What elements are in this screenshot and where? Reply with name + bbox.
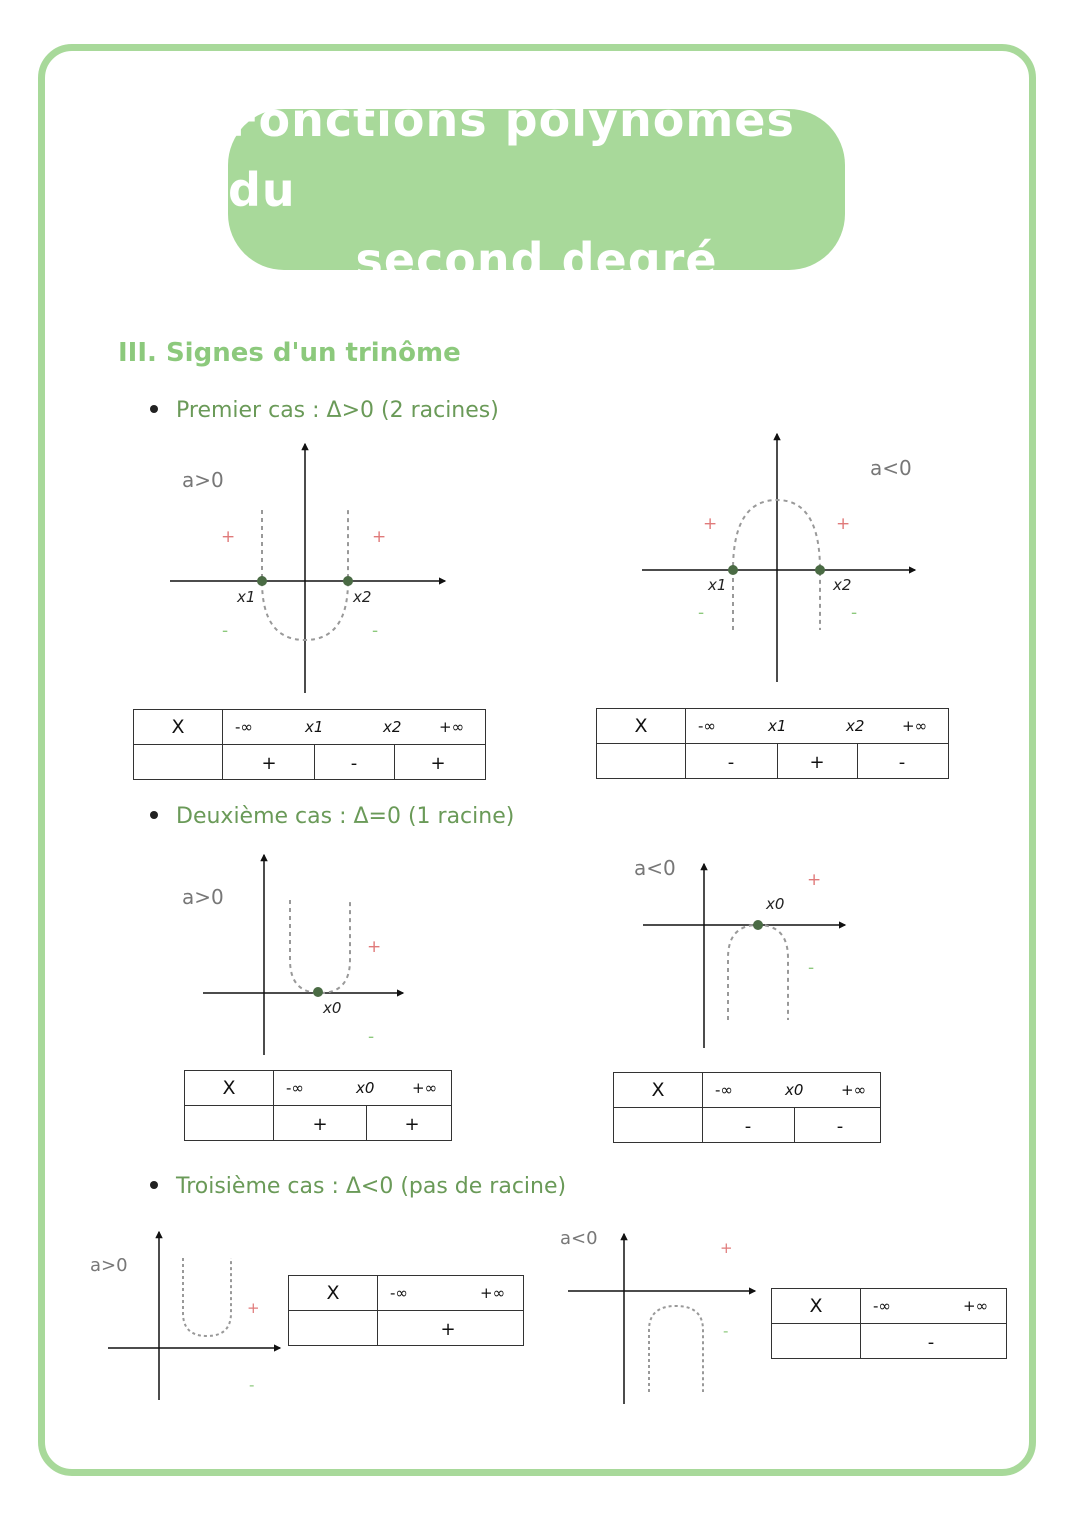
sign-cell: +	[312, 1114, 328, 1135]
case3-bullet	[150, 1174, 566, 1199]
case1-right-sign-table	[596, 708, 949, 779]
x-header: X	[614, 1073, 703, 1108]
bullet-icon	[150, 811, 158, 819]
sign-cell: -	[727, 752, 735, 773]
table-sign-row	[703, 1108, 881, 1143]
root-x0: x0	[356, 1079, 375, 1097]
sign-cell: -	[744, 1116, 752, 1137]
case3-left-graph	[105, 1228, 285, 1406]
root-point	[815, 565, 825, 575]
minus-sign: -	[368, 1027, 375, 1047]
table-header-row	[861, 1289, 1007, 1324]
minus-infinity: -∞	[873, 1297, 891, 1315]
plus-sign: +	[221, 527, 236, 547]
sign-cell: +	[261, 753, 277, 774]
root-point	[728, 565, 738, 575]
minus-sign: -	[723, 1322, 729, 1340]
case1-left-graph	[165, 440, 455, 700]
minus-sign: -	[808, 958, 815, 978]
empty-cell	[597, 744, 686, 779]
case2-left-graph	[200, 850, 410, 1060]
root-point	[313, 987, 323, 997]
table-header-row	[703, 1073, 881, 1108]
case3-right-sign-table	[771, 1288, 1007, 1359]
sign-cell: +	[440, 1319, 456, 1340]
root-x2: x2	[846, 717, 865, 735]
x-header: X	[597, 709, 686, 744]
sign-cell: +	[404, 1114, 420, 1135]
bullet-icon	[150, 405, 158, 413]
plus-sign: +	[807, 870, 822, 890]
table-header-row	[223, 710, 486, 745]
root-point	[343, 576, 353, 586]
title-line-2: second degré	[355, 232, 718, 287]
minus-sign: -	[249, 1376, 255, 1394]
plus-infinity: +∞	[841, 1081, 867, 1099]
sign-cell: -	[350, 753, 358, 774]
title-banner	[228, 92, 845, 287]
case1-label: Premier cas : Δ>0 (2 racines)	[176, 398, 499, 423]
plus-sign: +	[372, 527, 387, 547]
case3-left-a-label: a>0	[90, 1255, 128, 1276]
empty-cell	[772, 1324, 861, 1359]
empty-cell	[614, 1108, 703, 1143]
root-x1: x1	[305, 718, 324, 736]
case2-bullet	[150, 804, 514, 829]
plus-infinity: +∞	[439, 718, 465, 736]
case3-right-a-label: a<0	[560, 1228, 598, 1249]
case3-right-graph	[565, 1230, 760, 1410]
case2-label: Deuxième cas : Δ=0 (1 racine)	[176, 804, 515, 829]
plus-sign: +	[367, 937, 382, 957]
minus-infinity: -∞	[235, 718, 253, 736]
table-sign-row	[378, 1311, 524, 1346]
minus-sign: -	[698, 603, 705, 623]
x-header: X	[289, 1276, 378, 1311]
parabola-curve	[728, 925, 788, 1020]
table-header-row	[378, 1276, 524, 1311]
minus-infinity: -∞	[698, 717, 716, 735]
plus-sign: +	[720, 1239, 733, 1257]
case2-right-sign-table	[613, 1072, 881, 1143]
table-sign-row	[274, 1106, 452, 1141]
root-label: x2	[833, 576, 852, 594]
case2-left-a-label: a>0	[182, 885, 224, 909]
case2-right-graph	[640, 858, 850, 1053]
empty-cell	[289, 1311, 378, 1346]
case1-left-a-label: a>0	[182, 468, 224, 492]
plus-sign: +	[836, 514, 851, 534]
case1-right-a-label: a<0	[870, 456, 912, 480]
root-x1: x1	[768, 717, 787, 735]
table-sign-row	[223, 745, 486, 780]
table-sign-row	[686, 744, 949, 779]
root-label: x1	[708, 576, 727, 594]
sign-cell: +	[430, 753, 446, 774]
empty-cell	[185, 1106, 274, 1141]
case1-bullet	[150, 398, 499, 423]
x-header: X	[185, 1071, 274, 1106]
case2-left-sign-table	[184, 1070, 452, 1141]
plus-infinity: +∞	[480, 1284, 506, 1302]
table-header-row	[686, 709, 949, 744]
parabola-curve	[290, 900, 350, 993]
root-label: x1	[237, 588, 256, 606]
plus-sign: +	[703, 514, 718, 534]
root-x2: x2	[383, 718, 402, 736]
case3-label: Troisième cas : Δ<0 (pas de racine)	[176, 1174, 567, 1199]
x-header: X	[134, 710, 223, 745]
minus-sign: -	[372, 621, 379, 641]
case2-right-a-label: a<0	[634, 856, 676, 880]
root-x0: x0	[785, 1081, 804, 1099]
root-point	[753, 920, 763, 930]
plus-infinity: +∞	[902, 717, 928, 735]
minus-infinity: -∞	[390, 1284, 408, 1302]
x-header: X	[772, 1289, 861, 1324]
parabola-curve	[649, 1306, 703, 1392]
parabola-curve	[183, 1258, 231, 1336]
sign-cell: -	[836, 1116, 844, 1137]
case3-left-sign-table	[288, 1275, 524, 1346]
minus-infinity: -∞	[715, 1081, 733, 1099]
root-label: x2	[353, 588, 372, 606]
table-sign-row	[861, 1324, 1007, 1359]
plus-sign: +	[247, 1299, 260, 1317]
minus-sign: -	[222, 621, 229, 641]
section-heading: III. Signes d'un trinôme	[118, 338, 461, 368]
table-header-row	[274, 1071, 452, 1106]
empty-cell	[134, 745, 223, 780]
title-line-1: Fonctions polynômes du	[228, 92, 795, 217]
plus-infinity: +∞	[963, 1297, 989, 1315]
root-label: x0	[323, 999, 342, 1017]
sign-cell: +	[809, 752, 825, 773]
bullet-icon	[150, 1181, 158, 1189]
sign-cell: -	[898, 752, 906, 773]
root-point	[257, 576, 267, 586]
plus-infinity: +∞	[412, 1079, 438, 1097]
case1-left-sign-table	[133, 709, 486, 780]
minus-sign: -	[851, 603, 858, 623]
sign-cell: -	[927, 1332, 935, 1353]
case1-right-graph	[640, 430, 925, 690]
root-label: x0	[766, 895, 785, 913]
minus-infinity: -∞	[286, 1079, 304, 1097]
